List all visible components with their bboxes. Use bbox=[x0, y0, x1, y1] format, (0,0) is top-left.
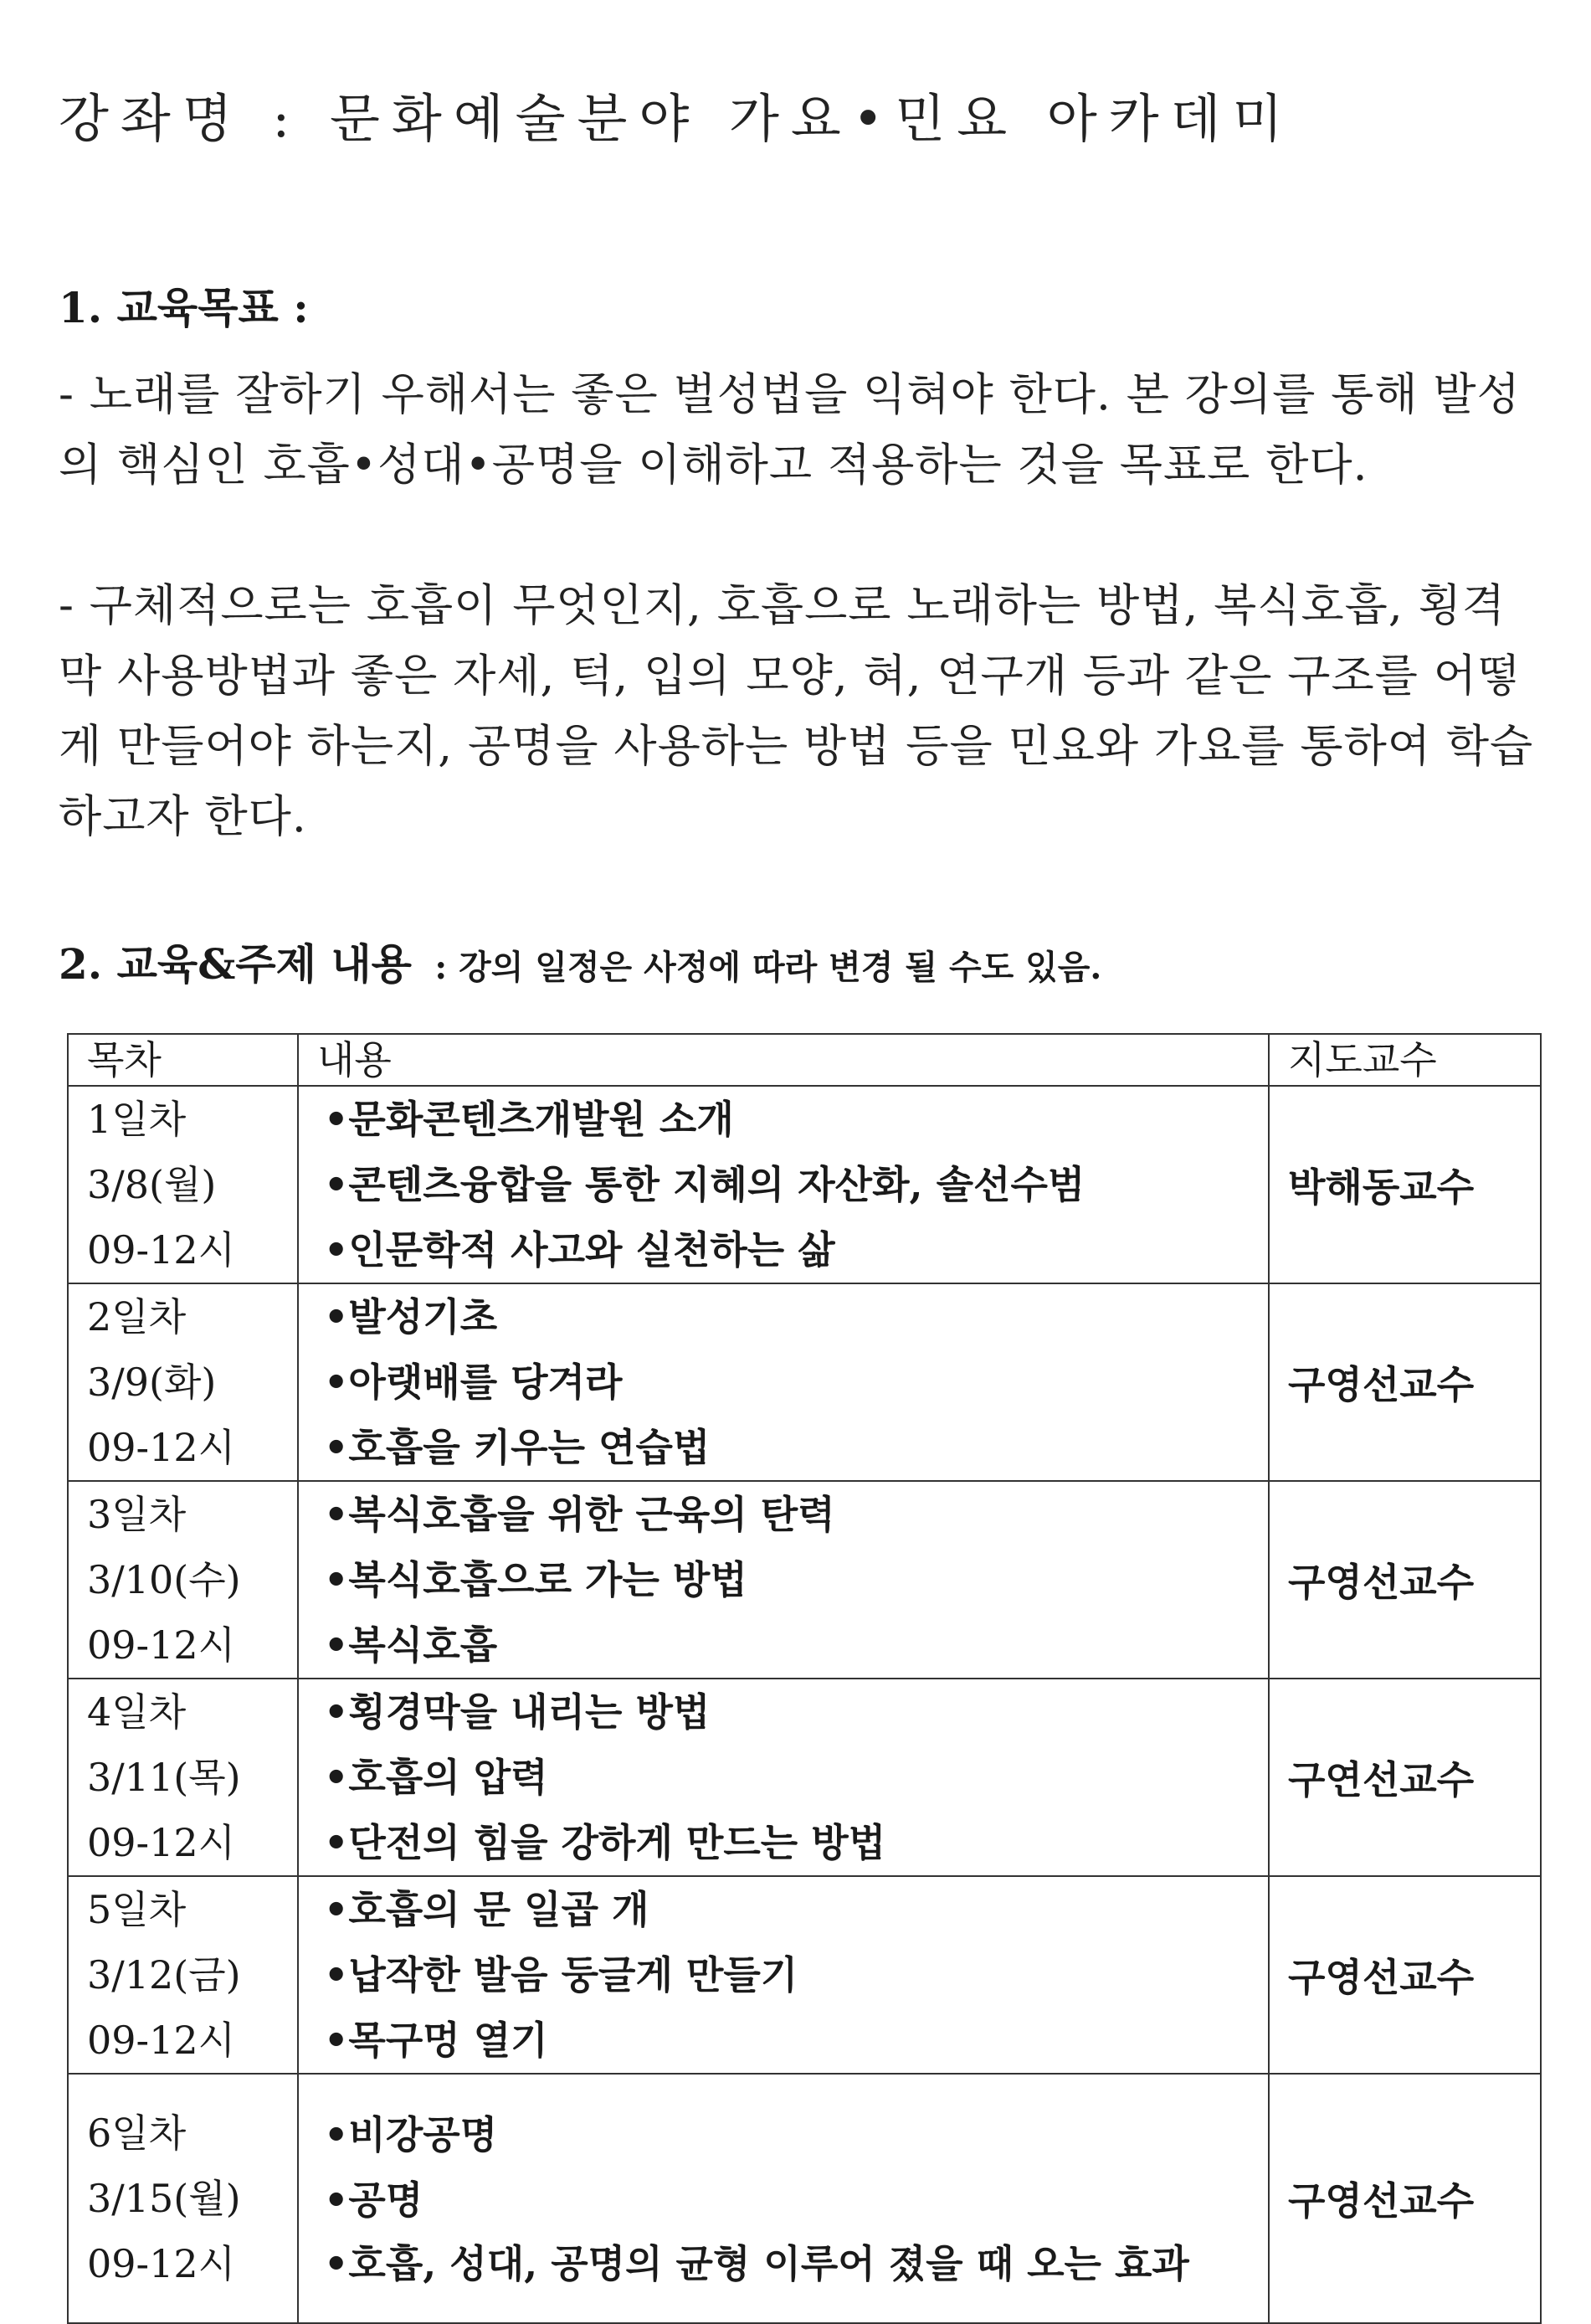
date-label: 3/10(수) bbox=[87, 1557, 241, 1602]
content-cell bbox=[298, 1481, 1269, 1679]
content-item: •비강공명 bbox=[324, 2112, 498, 2157]
content-cell bbox=[298, 1876, 1269, 2074]
day-label: 4일차 bbox=[87, 1689, 187, 1735]
table-row bbox=[68, 1481, 1541, 1679]
content-item: •공명 bbox=[324, 2177, 423, 2223]
day-label: 5일차 bbox=[87, 1887, 187, 1932]
time-label: 09-12시 bbox=[87, 1622, 236, 1668]
content-item: •단전의 힘을 강하게 만드는 방법 bbox=[324, 1820, 886, 1865]
date-label: 3/12(금) bbox=[87, 1952, 241, 1998]
day-label: 1일차 bbox=[87, 1097, 187, 1142]
day-cell bbox=[68, 1283, 298, 1481]
section-heading-goals: 1. 교육목표 : bbox=[59, 283, 309, 332]
day-cell bbox=[68, 1679, 298, 1876]
date-label: 3/9(화) bbox=[87, 1360, 217, 1405]
day-cell bbox=[68, 1876, 298, 2074]
time-label: 09-12시 bbox=[87, 2018, 236, 2063]
goal-paragraph-1: - 노래를 잘하기 우해서는 좋은 벌성법을 익혀야 한다. 본 강의를 통해 발성의 핵심인 호흡•성대•공명을 이해하고 적용하는 것을 목표로 한다. bbox=[59, 369, 1521, 491]
content-item: •복식호흡으로 가는 방법 bbox=[324, 1557, 747, 1602]
professor-cell: 구영선교수 bbox=[1269, 1876, 1541, 2074]
table-row bbox=[68, 1283, 1541, 1481]
section-heading-content-label: 2. 교육&주제 내용 bbox=[59, 939, 412, 989]
date-label: 3/11(목) bbox=[87, 1755, 241, 1800]
header-professor: 지도교수 bbox=[1269, 1034, 1541, 1086]
table-row bbox=[68, 1876, 1541, 2074]
goal-paragraph-2: - 구체적으로는 호흡이 무엇인지, 호흡으로 노래하는 방법, 복식호흡, 횡격막 사용방법과 좋은 자세, 턱, 입의 모양, 혀, 연구개 등과 같은 구조를 어떻게 만들어야 하는지, 공명을 사용하는 방법 등을 민요와 가요를 통하여 학습하고자 한다. bbox=[59, 580, 1534, 842]
content-cell bbox=[298, 1283, 1269, 1481]
course-title: 강좌명 : 문화예술분야 가요•민요 아카데미 bbox=[59, 88, 1295, 149]
professor-cell: 박해동교수 bbox=[1269, 1086, 1541, 1283]
time-label: 09-12시 bbox=[87, 2241, 236, 2286]
content-item: •횡경막을 내리는 방법 bbox=[324, 1689, 711, 1735]
day-label: 6일차 bbox=[87, 2111, 187, 2156]
table-row bbox=[68, 2074, 1541, 2323]
content-item: •복식호흡 bbox=[324, 1622, 498, 1668]
day-cell bbox=[68, 2074, 298, 2323]
date-label: 3/8(월) bbox=[87, 1162, 217, 1207]
content-cell bbox=[298, 1086, 1269, 1283]
content-item: •아랫배를 당겨라 bbox=[324, 1360, 623, 1405]
header-index: 목차 bbox=[68, 1034, 298, 1086]
content-cell bbox=[298, 2074, 1269, 2323]
content-item: •문화콘텐츠개발원 소개 bbox=[324, 1097, 734, 1142]
content-item: •인문학적 사고와 실천하는 삶 bbox=[324, 1227, 835, 1273]
table-header-row bbox=[68, 1034, 1541, 1086]
schedule-table bbox=[67, 1033, 1542, 2324]
content-item: •목구멍 열기 bbox=[324, 2018, 548, 2063]
table-row bbox=[68, 1679, 1541, 1876]
time-label: 09-12시 bbox=[87, 1227, 236, 1273]
professor-cell: 구영선교수 bbox=[1269, 1283, 1541, 1481]
day-label: 2일차 bbox=[87, 1294, 187, 1339]
content-item: •복식호흡을 위한 근육의 탄력 bbox=[324, 1492, 835, 1537]
content-item: •호흡의 압력 bbox=[324, 1755, 548, 1800]
header-content: 내용 bbox=[298, 1034, 1269, 1086]
time-label: 09-12시 bbox=[87, 1425, 236, 1470]
content-item: •호흡의 문 일곱 개 bbox=[324, 1887, 649, 1932]
content-item: •발성기초 bbox=[324, 1294, 498, 1339]
section-heading-content bbox=[59, 931, 1101, 991]
table-row bbox=[68, 1086, 1541, 1283]
professor-cell: 구연선교수 bbox=[1269, 1679, 1541, 1876]
professor-cell: 구영선교수 bbox=[1269, 1481, 1541, 1679]
day-label: 3일차 bbox=[87, 1492, 187, 1537]
schedule-change-note: : 강의 일정은 사정에 따라 변경 될 수도 있음. bbox=[434, 948, 1102, 987]
professor-cell: 구영선교수 bbox=[1269, 2074, 1541, 2323]
content-cell bbox=[298, 1679, 1269, 1876]
content-item: •콘텐츠융합을 통한 지혜의 자산화, 솔선수범 bbox=[324, 1162, 1085, 1207]
content-item: •호흡을 키우는 연습법 bbox=[324, 1425, 711, 1470]
date-label: 3/15(월) bbox=[87, 2176, 241, 2221]
day-cell bbox=[68, 1086, 298, 1283]
content-item: •납작한 발음 둥글게 만들기 bbox=[324, 1952, 798, 1998]
time-label: 09-12시 bbox=[87, 1820, 236, 1865]
day-cell bbox=[68, 1481, 298, 1679]
content-item: •호흡, 성대, 공명의 균형 이루어 졌을 때 오는 효과 bbox=[324, 2241, 1189, 2286]
